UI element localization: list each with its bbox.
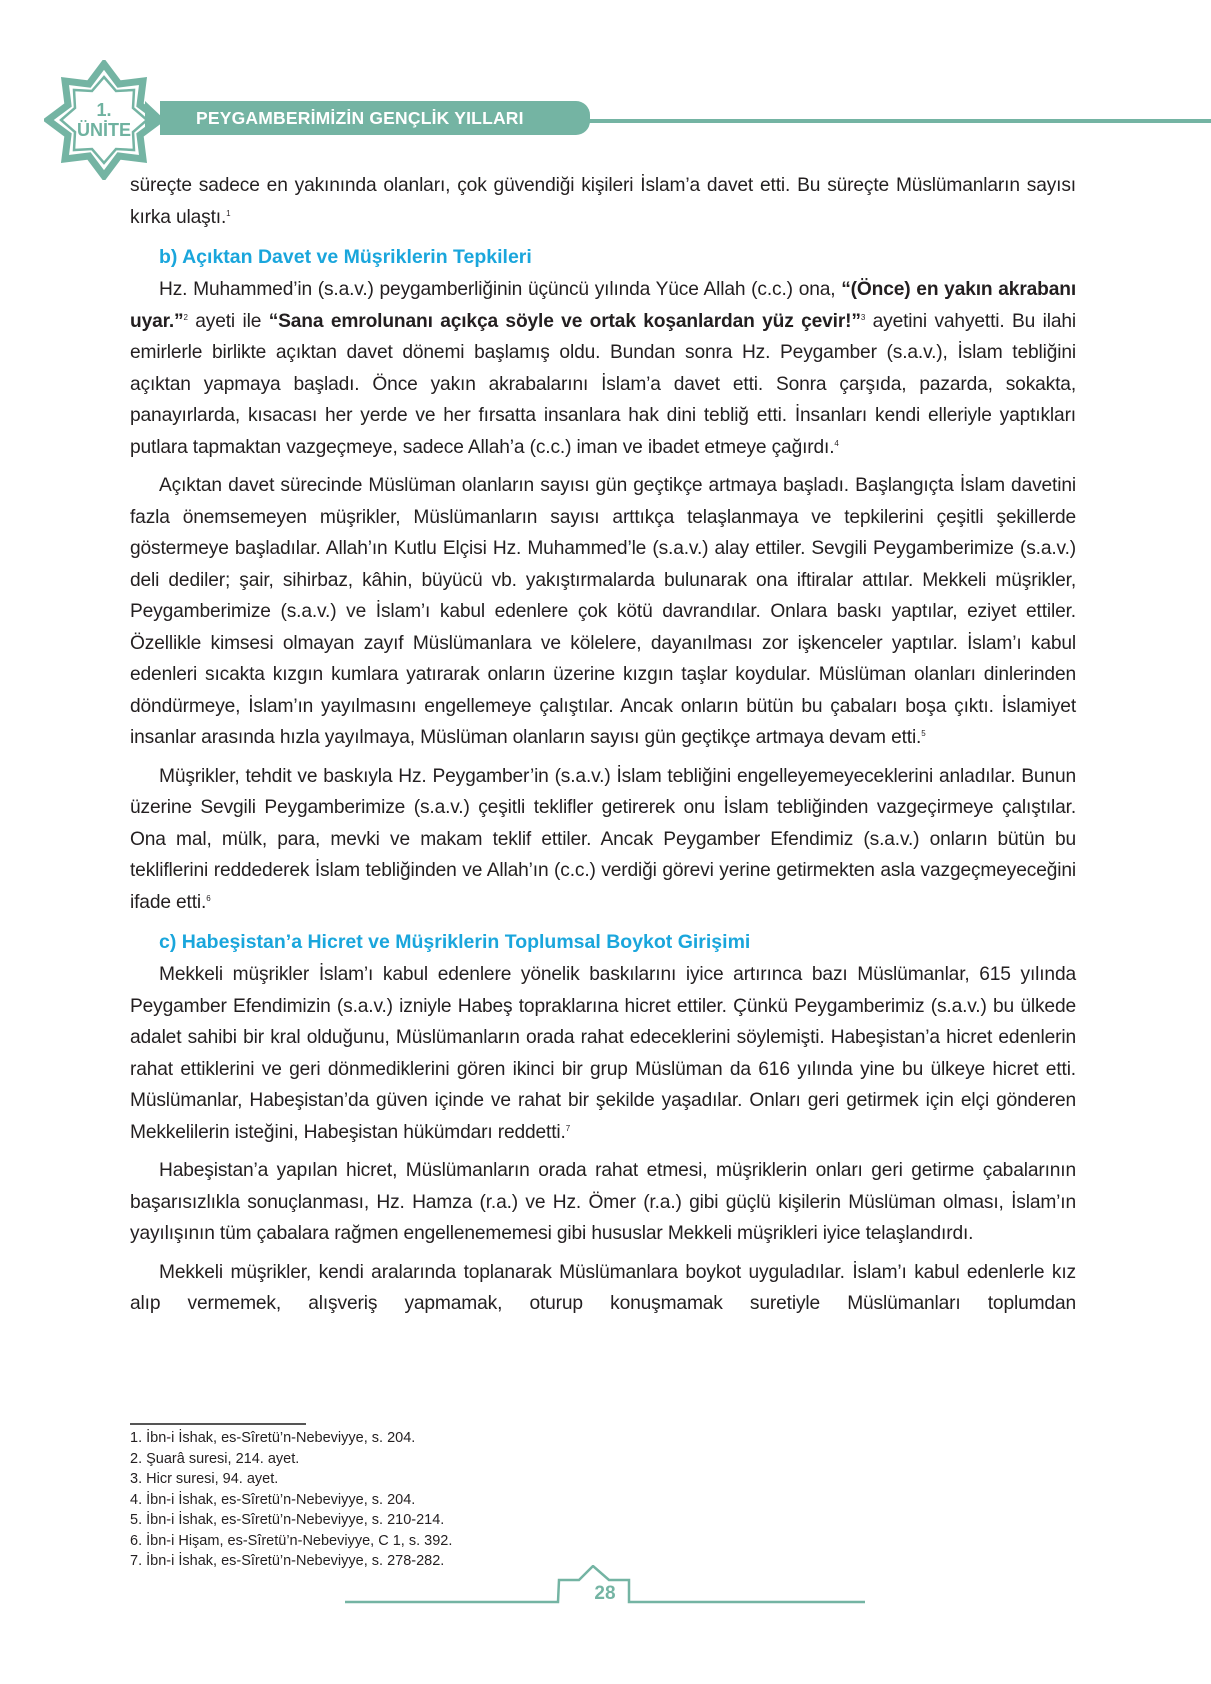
footnote-ref: 7 <box>565 1123 571 1133</box>
footnote-ref: 2 <box>183 312 188 322</box>
page-footer <box>345 1565 865 1615</box>
chapter-title: PEYGAMBERİMİZİN GENÇLİK YILLARI <box>196 107 524 128</box>
paragraph-reactions: Açıktan davet sürecinde Müslüman olanların sayısı gün geçtikçe artmaya başladı. Başlangıçta İslam davetini fazla önemsemeyen müşrikler, Müslümanların sayısı arttıkça telaşlanmaya ve tepkilerini çeşitli şekillerde göstermeye başladılar. Allah’ın Kutlu Elçisi Hz. Muhammed’le (s.a.v.) alay ettiler. Sevgili Peygamberimize (s.a.v.) deli dediler; şair, sihirbaz, kâhin, büyücü vb. yakıştırmalarda bulunarak ona iftiralar attılar. Mekkeli müşrikler, Peygamberimize (s.a.v.) ve İslam’ı kabul edenlere çok kötü davrandılar. Onlara baskı yaptılar, eziyet ettiler. Özellikle kimsesi olmayan zayıf Müslümanlara ve kölelere, dayanılması zor işkenceler yaptılar. İslam’ı kabul edenleri sıcakta kızgın kumlara yatırarak onların üzerine kızgın taşlar koydular. Müslüman olanları dinlerinden döndürmeye, İslam’ın yayılmasını engellemeye çalıştılar. Ancak onların bütün bu çabaları boşa çıktı. İslamiyet insanlar arasında hızla yayılmaya, Müslüman olanların sayısı gün geçtikçe artmaya devam etti.$^5$ <box>130 475 1076 748</box>
verse-quote: “Sana emrolunanı açıkça söyle ve ortak koşanlardan yüz çevir!” <box>268 310 861 332</box>
footnote-ref: 4 <box>834 438 839 448</box>
footnote-divider <box>130 1423 306 1425</box>
footnote-ref: 3 <box>860 312 866 322</box>
page-number: 28 <box>594 1583 616 1604</box>
footnote-item: 6. İbn-i Hişam, es-Sîretü’n-Nebeviyye, C 1, s. 392. <box>130 1532 453 1549</box>
footnote-item: 3. Hicr suresi, 94. ayet. <box>130 1471 279 1487</box>
unit-word: ÜNİTE <box>77 120 131 140</box>
paragraph-open-invitation: Hz. Muhammed’in (s.a.v.) peygamberliğinin üçüncü yılında Yüce Allah (c.c.) ona, “(Önce) en yakın akrabanı uyar.”$^2$ ayeti ile “Sana emrolunanı açıkça söyle ve ortak koşanlardan yüz çevir!”$^3$ ayetini vahyetti. Bu ilahi emirlerle birlikte açıktan davet dönemi başlamış oldu. Bundan sonra Hz. Peygamber (s.a.v.), İslam tebliğini açıktan yapmaya başladı. Önce yakın akrabalarını İslam’a davet etti. Sonra çarşıda, pazarda, sokakta, panayırlarda, kısacası her yerde ve her fırsatta insanlara hak dini tebliğ etti. İnsanları kendi elleriyle yaptıkları putlara tapmaktan vazgeçmeye, sadece Allah’a (c.c.) iman ve ibadet etmeye çağırdı.$^4$ <box>130 279 1077 458</box>
footnote-item: 2. Şuarâ suresi, 214. ayet. <box>130 1450 300 1467</box>
footnote-ref: 5 <box>921 729 926 738</box>
header-rule <box>588 119 1211 123</box>
section-heading-b: b) Açıktan Davet ve Müşriklerin Tepkileri <box>159 246 532 268</box>
paragraph-continuation: süreçte sadece en yakınında olanları, çok güvendiği kişileri İslam’a davet etti. Bu süreçte Müslümanların sayısı kırka ulaştı.$^1$ <box>130 175 1076 228</box>
footnote-item: 4. İbn-i İshak, es-Sîretü’n-Nebeviyye, s. 204. <box>130 1491 416 1508</box>
verse-quote: “(Önce) en yakın akrabanı uyar.” <box>130 279 1076 332</box>
footnote-ref: 1 <box>226 208 231 218</box>
footnote-item: 5. İbn-i İshak, es-Sîretü’n-Nebeviyye, s. 210-214. <box>130 1512 445 1528</box>
paragraph-abyssinia: Mekkeli müşrikler İslam’ı kabul edenlere yönelik baskılarını iyice artırınca bazı Müslümanlar, 615 yılında Peygamber Efendimizin (s.a.v.) izniyle Habeş topraklarına hicret ettiler. Çünkü Peygamberimiz (s.a.v.) bu ülkede adalet sahibi bir kral olduğunu, Müslümanların orada rahat edeceklerini söylemişti. Habeşistan’a hicret edenlerin rahat ettiklerini ve geri dönmediklerini gören ikinci bir grup Müslüman da 616 yılında yine bu ülkeye hicret etti. Müslümanlar, Habeşistan’da güven içinde ve rahat bir şekilde yaşadılar. Onları geri getirmek için elçi gönderen Mekkelilerin isteğini, Habeşistan hükümdarı reddetti.$^7$ <box>130 964 1076 1143</box>
page-body <box>130 170 1076 1320</box>
footnote-ref: 6 <box>206 893 211 903</box>
paragraph-offers: Müşrikler, tehdit ve baskıyla Hz. Peygamber’in (s.a.v.) İslam tebliğini engelleyemeyeceklerini anladılar. Bunun üzerine Sevgili Peygamberimize (s.a.v.) çeşitli teklifler getirerek onu İslam tebliğinden vazgeçirmeye çalıştılar. Ona mal, mülk, para, mevki ve makam teklif ettiler. Ancak Peygamber Efendimiz (s.a.v.) onların bütün bu tekliflerini reddederek İslam tebliğinden ve Allah’ın (c.c.) verdiği görevi yerine getirmekten asla vazgeçmeyeceğini ifade etti.$^6$ <box>130 765 1076 913</box>
chapter-title-bar <box>160 101 590 135</box>
section-heading-c: c) Habeşistan’a Hicret ve Müşriklerin Toplumsal Boykot Girişimi <box>159 931 751 953</box>
footnotes <box>130 1428 730 1572</box>
paragraph-alarm: Habeşistan’a yapılan hicret, Müslümanların orada rahat etmesi, müşriklerin onları geri getirme çabalarının başarısızlıkla sonuçlanması, Hz. Hamza (r.a.) ve Hz. Ömer (r.a.) gibi güçlü kişilerin Müslüman olması, İslam’ın yayılışının tüm çabalara rağmen engellenememesi gibi hususlar Mekkeli müşrikleri iyice telaşlandırdı. <box>130 1160 1076 1244</box>
footnote-item: 1. İbn-i İshak, es-Sîretü’n-Nebeviyye, s. 204. <box>130 1430 416 1446</box>
unit-number: 1. <box>96 100 112 120</box>
footnote-item: 7. İbn-i İshak, es-Sîretü’n-Nebeviyye, s. 278-282. <box>130 1553 445 1569</box>
paragraph-boycott: Mekkeli müşrikler, kendi aralarında toplanarak Müslümanlara boykot uyguladılar. İslam’ı kabul edenlerle kız alıp vermemek, alışveriş yapmamak, oturup konuşmamak suretiyle Müslümanları toplumdan <box>130 1261 1076 1314</box>
